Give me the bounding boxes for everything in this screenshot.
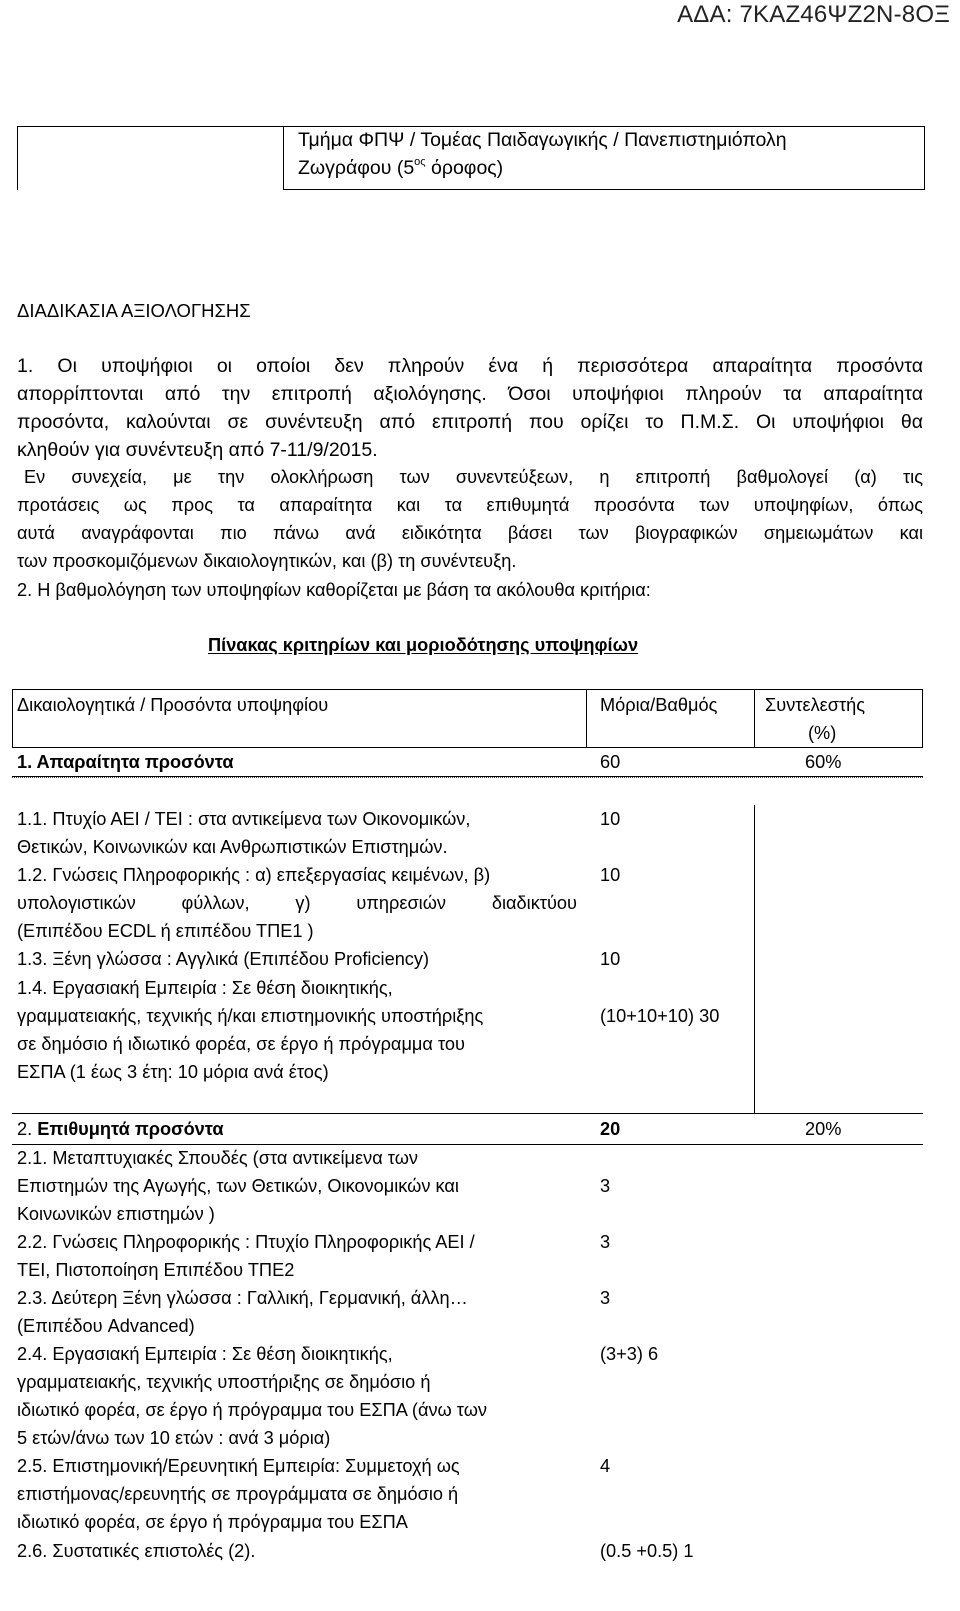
item-2-3-line-1: 2.3. Δεύτερη Ξένη γλώσσα : Γαλλική, Γερμανική, άλλη… — [17, 1288, 468, 1308]
paragraph-2-line-3: αυτά αναγράφονται πιο πάνω ανά ειδικότητα βάσει των βιογραφικών σημειωμάτων και — [17, 523, 923, 543]
group2-top-border — [12, 1113, 923, 1114]
paragraph-1-line-4: κληθούν για συνέντευξη από 7-11/9/2015. — [17, 439, 378, 461]
paragraph-3: 2. Η βαθμολόγηση των υποψηφίων καθορίζεται με βάση τα ακόλουθα κριτήρια: — [17, 580, 651, 600]
item-1-4-line-1: 1.4. Εργασιακή Εμπειρία : Σε θέση διοικητικής, — [17, 978, 393, 998]
item-1-2-line-2: υπολογιστικών φύλλων, γ) υπηρεσιών διαδικτύου — [17, 893, 577, 913]
item-2-1-line-2: Επιστημών της Αγωγής, των Θετικών, Οικονομικών και — [17, 1176, 459, 1196]
item-1-4-points: (10+10+10) 30 — [600, 1006, 720, 1026]
paragraph-2-line-4: των προσκομιζόμενων δικαιολογητικών, και (β) τη συνέντευξη. — [17, 551, 517, 571]
col-header-points: Μόρια/Βαθμός — [600, 695, 718, 715]
item-2-2-line-1: 2.2. Γνώσεις Πληροφορικής : Πτυχίο Πληροφορικής ΑΕΙ / — [17, 1232, 475, 1252]
item-2-4-line-2: γραμματειακής, τεχνικής υποστήριξης σε δημόσιο ή — [17, 1372, 431, 1392]
group1-row-border — [12, 776, 923, 778]
item-1-4-line-4: ΕΣΠΑ (1 έως 3 έτη: 10 μόρια ανά έτος) — [17, 1062, 329, 1082]
table-right-border-header — [922, 689, 923, 747]
col-header-weight-line-1: Συντελεστής — [765, 695, 866, 715]
paragraph-2-line-1: Εν συνεχεία, με την ολοκλήρωση των συνεντεύξεων, η επιτροπή βαθμολογεί (α) τις — [24, 467, 923, 487]
item-2-4-line-4: 5 ετών/άνω των 10 ετών : ανά 3 μόρια) — [17, 1428, 331, 1448]
group2-label: 2. Επιθυμητά προσόντα — [17, 1119, 224, 1139]
item-2-3-line-2: (Επιπέδου Advanced) — [17, 1316, 195, 1336]
item-1-2-points: 10 — [600, 865, 621, 885]
item-1-3-points: 10 — [600, 949, 621, 969]
address-box-left-border — [17, 126, 18, 190]
item-2-2-line-2: ΤΕΙ, Πιστοποίηση Επιπέδου ΤΠΕ2 — [17, 1260, 295, 1280]
item-2-4-line-1: 2.4. Εργασιακή Εμπειρία : Σε θέση διοικητικής, — [17, 1344, 393, 1364]
paragraph-2-line-2: προτάσεις ως προς τα απαραίτητα και τα επιθυμητά προσόντα των υποψηφίων, όπως — [17, 495, 923, 515]
paragraph-1-line-1: 1. Οι υποψήφιοι οι οποίοι δεν πληρούν ένα ή περισσότερα απαραίτητα προσόντα — [17, 355, 923, 377]
item-2-3-points: 3 — [600, 1288, 611, 1308]
item-1-2-line-1: 1.2. Γνώσεις Πληροφορικής : α) επεξεργασίας κειμένων, β) — [17, 865, 491, 885]
table-left-border — [12, 689, 13, 747]
item-1-1-line-2: Θετικών, Κοινωνικών και Ανθρωπιστικών Επιστημών. — [17, 837, 448, 857]
address-line-1: Τμήμα ΦΠΨ / Τομέας Παιδαγωγικής / Πανεπιστημιόπολη — [298, 129, 787, 151]
paragraph-1-line-2: απορρίπτονται από την επιτροπή αξιολόγησης. Όσοι υποψήφιοι πληρούν τα απαραίτητα — [17, 383, 923, 405]
item-1-4-line-3: σε δημόσιο ή ιδιωτικό φορέα, σε έργο ή πρόγραμμα του — [17, 1034, 465, 1054]
paragraph-1-line-3: προσόντα, καλούνται σε συνέντευξη από επιτροπή που ορίζει το Π.Μ.Σ. Οι υποψήφιοι θα — [17, 411, 923, 433]
item-1-3-line-1: 1.3. Ξένη γλώσσα : Αγγλικά (Επιπέδου Proficiency) — [17, 949, 430, 969]
group1-weight: 60% — [805, 752, 842, 772]
item-2-1-points: 3 — [600, 1176, 611, 1196]
item-2-5-points: 4 — [600, 1456, 611, 1476]
col-header-weight-line-2: (%) — [808, 723, 837, 743]
address-line-2: Ζωγράφου ($5^{o\varsigma}$ όροφος) — [298, 156, 504, 179]
table-col-divider-1-header — [586, 689, 587, 747]
group1-points: 60 — [600, 752, 621, 772]
item-2-4-points: (3+3) 6 — [600, 1344, 659, 1364]
item-2-6-points: (0.5 +0.5) 1 — [600, 1541, 694, 1561]
item-2-2-points: 3 — [600, 1232, 611, 1252]
item-1-1-line-1: 1.1. Πτυχίο ΑΕΙ / ΤΕΙ : στα αντικείμενα των Οικονομικών, — [17, 809, 471, 829]
col-header-criteria: Δικαιολογητικά / Προσόντα υποψηφίου — [17, 695, 329, 715]
table-top-border — [12, 689, 923, 690]
item-2-5-line-2: επιστήμονας/ερευνητής σε προγράμματα σε δημόσιο ή — [17, 1484, 459, 1504]
group2-weight: 20% — [805, 1119, 842, 1139]
table-col-divider-2-header — [754, 689, 755, 747]
group1-label: 1. Απαραίτητα προσόντα — [17, 752, 234, 772]
table-title: Πίνακας κριτηρίων και μοριοδότησης υποψηφίων — [208, 635, 639, 655]
item-2-6-line-1: 2.6. Συστατικές επιστολές (2). — [17, 1541, 256, 1561]
item-1-1-points: 10 — [600, 809, 621, 829]
item-2-5-line-3: ιδιωτικό φορέα, σε έργο ή πρόγραμμα του ΕΣΠΑ — [17, 1512, 408, 1532]
section-title: ΔΙΑΔΙΚΑΣΙΑ ΑΞΙΟΛΟΓΗΣΗΣ — [17, 300, 251, 321]
item-2-1-line-1: 2.1. Μεταπτυχιακές Σπουδές (στα αντικείμενα των — [17, 1148, 418, 1168]
group2-points: 20 — [600, 1119, 621, 1139]
ada-code: ΑΔΑ: 7ΚΑΖ46ΨΖ2Ν-8ΟΞ — [677, 1, 950, 28]
item-1-4-line-2: γραμματειακής, τεχνικής ή/και επιστημονικής υποστήριξης — [17, 1006, 484, 1026]
item-2-1-line-3: Κοινωνικών επιστημών ) — [17, 1204, 215, 1224]
item-1-2-line-3: (Επιπέδου ECDL ή επιπέδου ΤΠΕ1 ) — [17, 921, 314, 941]
item-2-5-line-1: 2.5. Επιστημονική/Ερευνητική Εμπειρία: Συμμετοχή ως — [17, 1456, 460, 1476]
group1-weight-divider — [754, 805, 755, 1113]
item-2-4-line-3: ιδιωτικό φορέα, σε έργο ή πρόγραμμα του ΕΣΠΑ (άνω των — [17, 1400, 488, 1420]
